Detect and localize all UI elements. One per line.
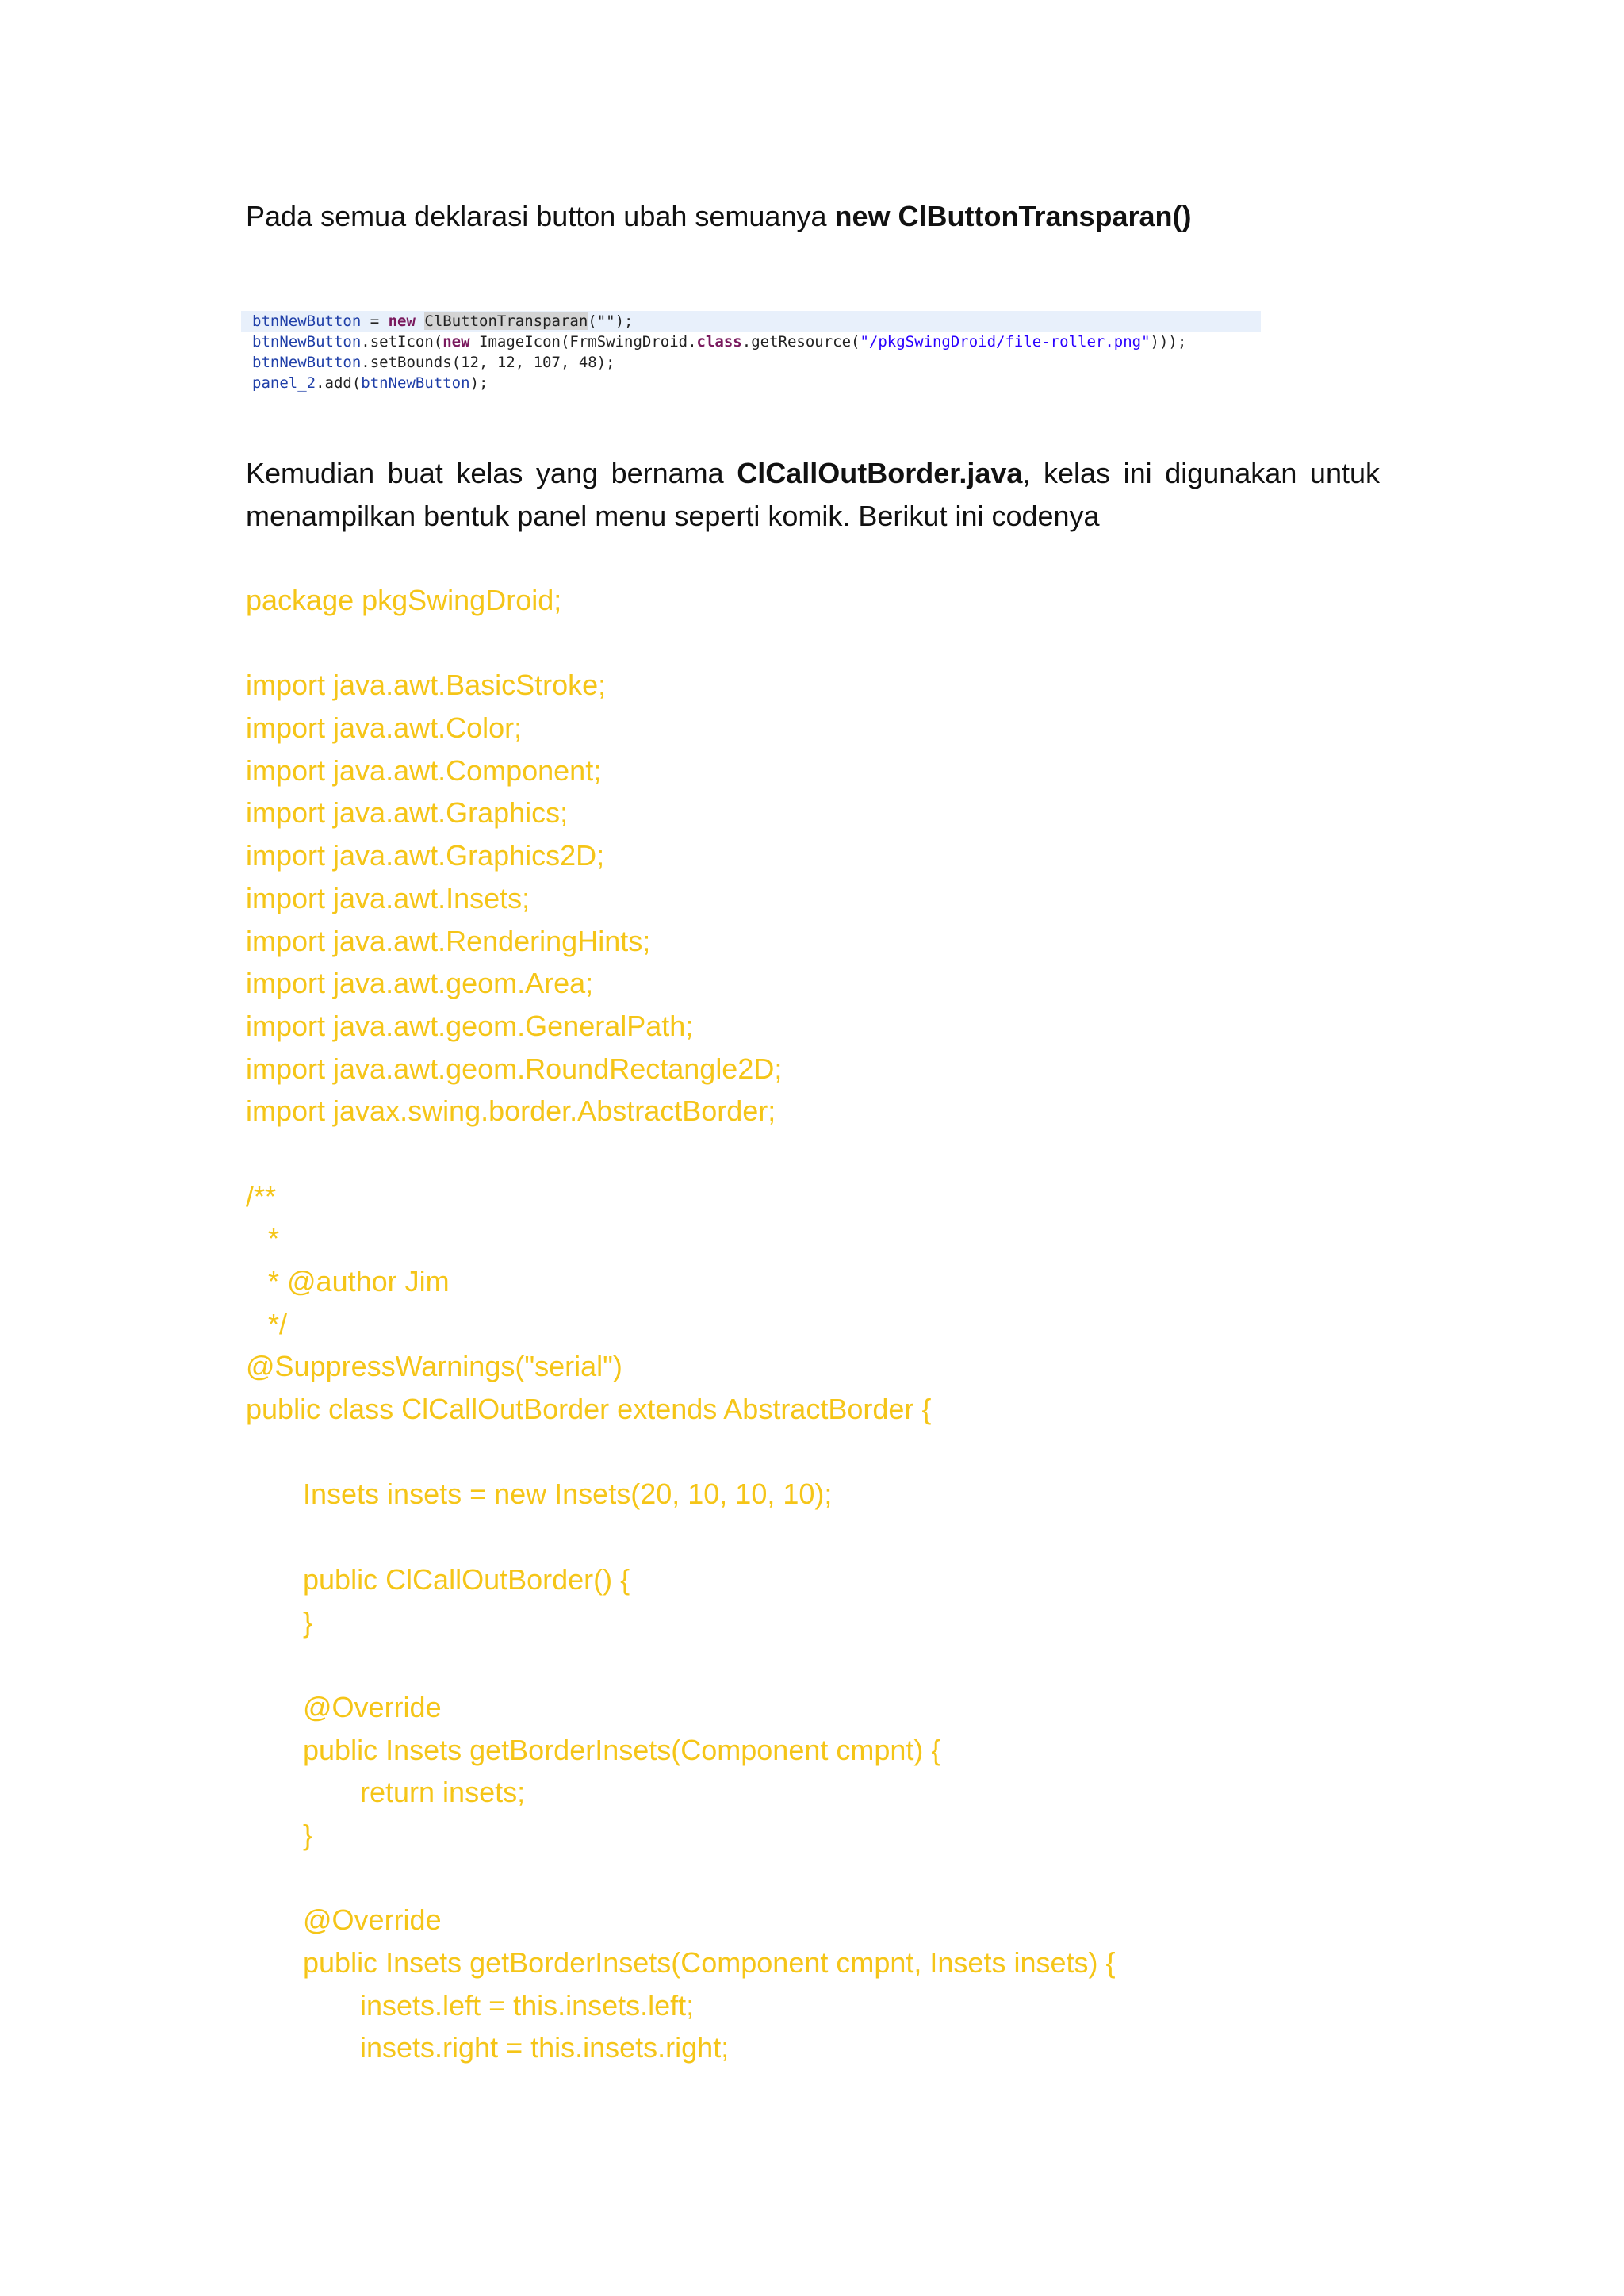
code-line: import javax.swing.border.AbstractBorder; bbox=[246, 1094, 776, 1128]
code-line: insets.right = this.insets.right; bbox=[360, 2031, 730, 2064]
code-line bbox=[246, 1133, 1435, 1175]
code-token: ))); bbox=[1150, 333, 1187, 351]
code-line: return insets; bbox=[360, 1776, 526, 1809]
var-token: btnNewButton bbox=[252, 312, 362, 330]
string-token: "/pkgSwingDroid/file-roller.png" bbox=[860, 333, 1151, 351]
op-token: = bbox=[361, 312, 389, 330]
code-line: /** bbox=[246, 1179, 277, 1213]
code-line bbox=[246, 1857, 1435, 1899]
code-line: insets.left = this.insets.left; bbox=[360, 1988, 695, 2022]
desc-text-2: , kelas ini digunakan untuk menampilkan bentuk panel menu seperti komik. Berikut ini codenya bbox=[246, 457, 1380, 532]
code-line: @Override bbox=[303, 1690, 442, 1723]
intro-bold-code: new ClButtonTransparan() bbox=[834, 200, 1192, 232]
description-paragraph bbox=[246, 452, 1380, 538]
code-line: import java.awt.geom.GeneralPath; bbox=[246, 1009, 694, 1042]
code-line: public Insets getBorderInsets(Component cmpnt) { bbox=[303, 1733, 941, 1766]
code-line bbox=[246, 622, 1435, 665]
intro-paragraph bbox=[246, 195, 1380, 238]
code-line: import java.awt.Graphics; bbox=[246, 796, 569, 830]
space-token bbox=[416, 312, 424, 330]
intro-text: Pada semua deklarasi button ubah semuanya bbox=[246, 200, 835, 232]
code-line: public class ClCallOutBorder extends AbstractBorder { bbox=[246, 1393, 932, 1426]
keyword-token: new bbox=[442, 333, 470, 351]
code-line: import java.awt.Component; bbox=[246, 753, 602, 787]
code-line: } bbox=[303, 1818, 313, 1851]
var-token: panel_2 bbox=[252, 374, 316, 392]
code-line bbox=[246, 1431, 1435, 1474]
code-line: public Insets getBorderInsets(Component cmpnt, Insets insets) { bbox=[303, 1946, 1116, 1979]
code-line: package pkgSwingDroid; bbox=[246, 584, 562, 616]
code-editor-screenshot bbox=[241, 311, 1261, 393]
var-token: btnNewButton bbox=[252, 333, 362, 351]
code-listing bbox=[246, 579, 1435, 2069]
selected-token: ClButtonTransparan bbox=[424, 312, 588, 330]
code-token: ImageIcon(FrmSwingDroid. bbox=[469, 333, 697, 351]
code-line: * bbox=[260, 1222, 280, 1255]
code-line: import java.awt.geom.RoundRectangle2D; bbox=[246, 1052, 783, 1085]
desc-text-1: Kemudian buat kelas yang bernama bbox=[246, 457, 737, 489]
code-line bbox=[246, 1643, 1435, 1686]
code-line: @SuppressWarnings("serial") bbox=[246, 1350, 622, 1383]
var-token: btnNewButton bbox=[252, 354, 362, 371]
keyword-token: new bbox=[388, 312, 416, 330]
code-line: Insets insets = new Insets(20, 10, 10, 10); bbox=[303, 1478, 833, 1511]
code-token: .setIcon( bbox=[361, 333, 443, 351]
code-line: public ClCallOutBorder() { bbox=[303, 1562, 630, 1596]
editor-line-3 bbox=[241, 352, 1261, 373]
code-line: import java.awt.geom.Area; bbox=[246, 967, 594, 1000]
editor-line-1 bbox=[241, 311, 1261, 332]
code-line: * @author Jim bbox=[260, 1265, 450, 1297]
code-line: import java.awt.Insets; bbox=[246, 881, 530, 914]
editor-line-4 bbox=[241, 373, 1261, 393]
code-line: import java.awt.Graphics2D; bbox=[246, 839, 605, 872]
code-line bbox=[246, 1516, 1435, 1558]
code-line: import java.awt.RenderingHints; bbox=[246, 924, 651, 957]
var-token: btnNewButton bbox=[361, 374, 470, 392]
code-line: import java.awt.BasicStroke; bbox=[246, 669, 607, 702]
code-line: import java.awt.Color; bbox=[246, 711, 523, 745]
rest-token: (""); bbox=[588, 312, 634, 330]
code-token: ); bbox=[469, 374, 488, 392]
code-line: */ bbox=[260, 1307, 288, 1340]
code-token: .add( bbox=[316, 374, 362, 392]
code-token: .setBounds(12, 12, 107, 48); bbox=[361, 354, 615, 371]
editor-line-2 bbox=[241, 332, 1261, 352]
code-line: @Override bbox=[303, 1903, 442, 1937]
code-line: } bbox=[303, 1605, 313, 1639]
desc-bold-filename: ClCallOutBorder.java bbox=[737, 457, 1023, 489]
keyword-token: class bbox=[696, 333, 742, 351]
code-token: .getResource( bbox=[741, 333, 860, 351]
